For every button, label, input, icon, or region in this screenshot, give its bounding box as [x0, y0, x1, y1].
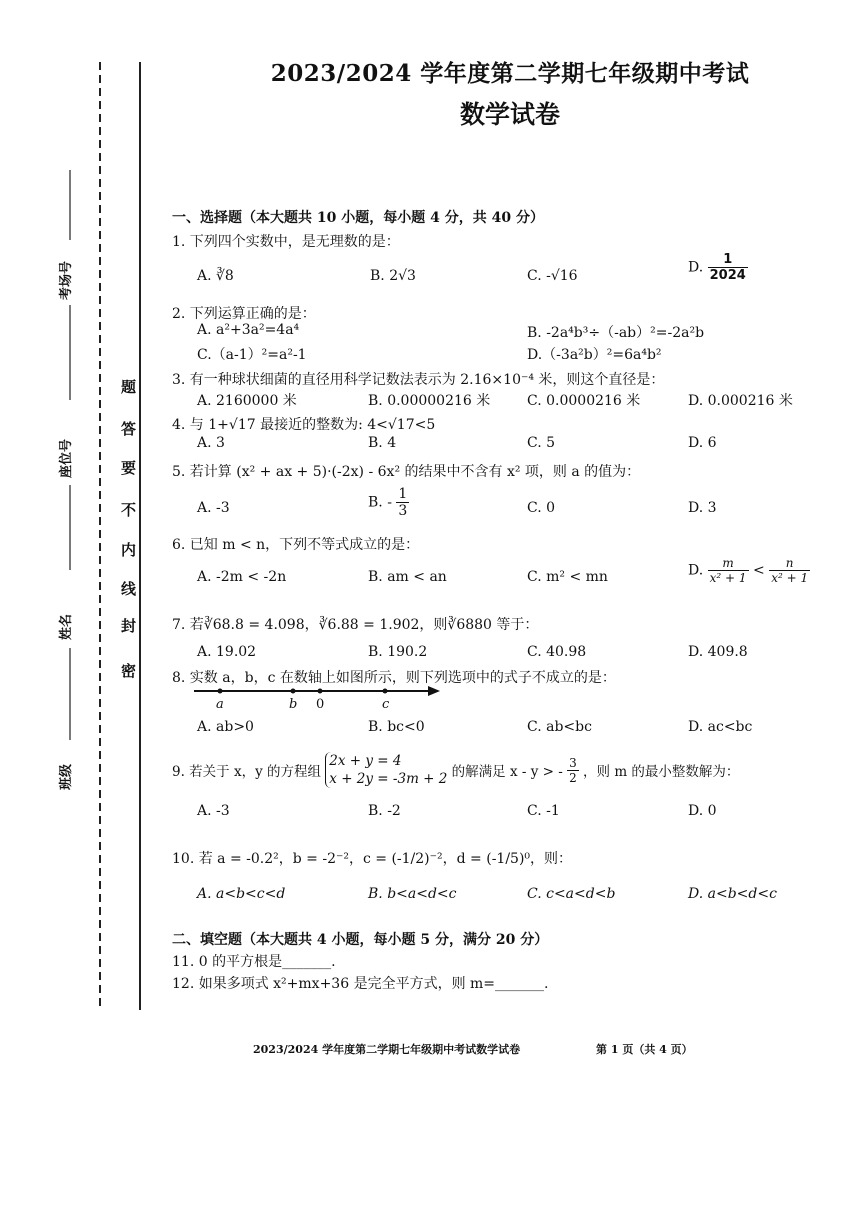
- option-b: B. -2a⁴b³÷（-ab）²=-2a²b: [527, 325, 705, 341]
- axis-label-c: c: [382, 697, 390, 712]
- question-stem: 7. 若∛68.8 = 4.098，∛6.88 = 1.902，则∛6880 等于：: [172, 617, 539, 633]
- option-b: B. b<a<d<c: [368, 886, 457, 902]
- question-stem: 5. 若计算 (x² + ax + 5)·(-2x) - 6x² 的结果中不含有 x² 项，则 a 的值为：: [172, 464, 641, 480]
- exam-subtitle: 数学试卷: [459, 100, 560, 129]
- question-stem: 3. 有一种球状细菌的直径用科学记数法表示为 2.16×10⁻⁴ 米，则这个直径是：: [172, 372, 665, 388]
- option-a: A. -3: [197, 803, 230, 819]
- option-d: D. 3: [688, 500, 717, 516]
- option-c: C. 40.98: [527, 644, 587, 660]
- fraction: $\frac{1}{2024}$: [709, 252, 746, 283]
- option-d: D. 0.000216 米: [688, 393, 793, 409]
- option-a: A. a²+3a²=4a⁴: [197, 322, 300, 338]
- option-c: C. 0: [527, 500, 556, 516]
- option-c: C. c<a<d<b: [527, 886, 616, 902]
- axis-label-zero: 0: [316, 697, 325, 712]
- option-d: D. 0: [688, 803, 717, 819]
- seal-char: 答: [121, 420, 137, 438]
- seal-char: 内: [121, 541, 137, 559]
- option-d: D.（-3a²b）²=6a⁴b²: [527, 347, 662, 363]
- fraction: $\frac{1}{3}$: [398, 486, 408, 519]
- option-b: B. am < an: [368, 569, 447, 585]
- seal-char: 线: [121, 580, 137, 598]
- question-stem: 9. 若关于 x，y 的方程组 2x + y = 4 x + 2y = -3m + 2 的解满足 x - y > - $\frac{3}{2}$ ，则 m 的最小整数解为：: [172, 753, 740, 787]
- fraction: $\frac{n}{\text{x² + 1}}$: [771, 556, 809, 585]
- option-c: C. 5: [527, 435, 556, 451]
- option-b: B. bc<0: [368, 719, 425, 735]
- option-c: C. -√16: [527, 268, 578, 284]
- option-d: D. $\frac{m}{\text{x² + 1}}$ < $\frac{n}{\text{x² + 1}}$: [688, 556, 809, 585]
- fraction: $\frac{3}{2}$: [569, 755, 577, 785]
- question-stem: 10. 若 a = -0.2²，b = -2⁻²，c = (-1/2)⁻²，d = (-1/5)⁰，则：: [172, 851, 573, 867]
- option-d: D. a<b<d<c: [688, 886, 777, 902]
- option-b: B. 2√3: [370, 268, 416, 284]
- axis-label-a: a: [216, 697, 224, 712]
- option-b: B. 190.2: [368, 644, 428, 660]
- margin-field-name: 姓名: [59, 613, 74, 640]
- question-stem: 1. 下列四个实数中，是无理数的是：: [172, 234, 400, 250]
- option-a: A. 3: [197, 435, 225, 451]
- fraction: $\frac{m}{\text{x² + 1}}$: [709, 556, 747, 585]
- seal-char: 密: [121, 662, 137, 680]
- option-d: D. $\frac{1}{2024}$: [688, 252, 746, 283]
- option-c: C. -1: [527, 803, 560, 819]
- margin-field-seat: 座位号: [59, 438, 74, 478]
- section-heading-choice: 一、选择题（本大题共 10 小题，每小题 4 分，共 40 分）: [172, 210, 544, 226]
- option-d: D. 6: [688, 435, 717, 451]
- option-a: A. -3: [197, 500, 230, 516]
- section-heading-fill: 二、填空题（本大题共 4 小题，每小题 5 分，满分 20 分）: [172, 932, 549, 948]
- seal-char: 封: [121, 617, 137, 635]
- option-b: B. 4: [368, 435, 397, 451]
- page-number: 第 1 页（共 4 页）: [596, 1043, 693, 1056]
- option-d: D. 409.8: [688, 644, 748, 660]
- option-b: B. 0.00000216 米: [368, 393, 491, 409]
- exam-title: 2023/2024 学年度第二学期七年级期中考试: [270, 60, 750, 87]
- option-d: D. ac<bc: [688, 719, 753, 735]
- seal-char: 不: [121, 501, 137, 519]
- option-a: A. ab>0: [197, 719, 254, 735]
- option-b: B. -2: [368, 803, 401, 819]
- seal-char: 要: [121, 459, 137, 477]
- question-stem: 11. 0 的平方根是_______.: [172, 954, 336, 970]
- option-a: A. ∛8: [197, 268, 234, 284]
- option-c: C.（a-1）²=a²-1: [197, 347, 307, 363]
- question-stem: 2. 下列运算正确的是：: [172, 306, 316, 322]
- option-a: A. -2m < -2n: [197, 569, 287, 585]
- option-b: B. - $\frac{1}{3}$: [368, 486, 408, 519]
- option-a: A. 2160000 米: [197, 393, 297, 409]
- margin-field-class: 班级: [59, 763, 74, 790]
- margin-field-exam-room: 考场号: [59, 260, 74, 300]
- option-a: A. 19.02: [197, 644, 257, 660]
- question-stem: 12. 如果多项式 x²+mx+36 是完全平方式，则 m=_______.: [172, 976, 549, 992]
- footer-title: 2023/2024 学年度第二学期七年级期中考试数学试卷: [253, 1043, 521, 1056]
- question-stem: 6. 已知 m < n，下列不等式成立的是：: [172, 537, 420, 553]
- option-a: A. a<b<c<d: [197, 886, 286, 902]
- option-c: C. 0.0000216 米: [527, 393, 641, 409]
- option-c: C. ab<bc: [527, 719, 592, 735]
- question-stem: 4. 与 1+√17 最接近的整数为: 4<√17<5: [172, 417, 436, 433]
- question-stem: 8. 实数 a，b，c 在数轴上如图所示，则下列选项中的式子不成立的是：: [172, 670, 616, 686]
- equation-system: 2x + y = 4 x + 2y = -3m + 2: [325, 752, 447, 788]
- option-c: C. m² < mn: [527, 569, 608, 585]
- seal-char: 题: [121, 378, 137, 396]
- axis-label-b: b: [289, 697, 298, 712]
